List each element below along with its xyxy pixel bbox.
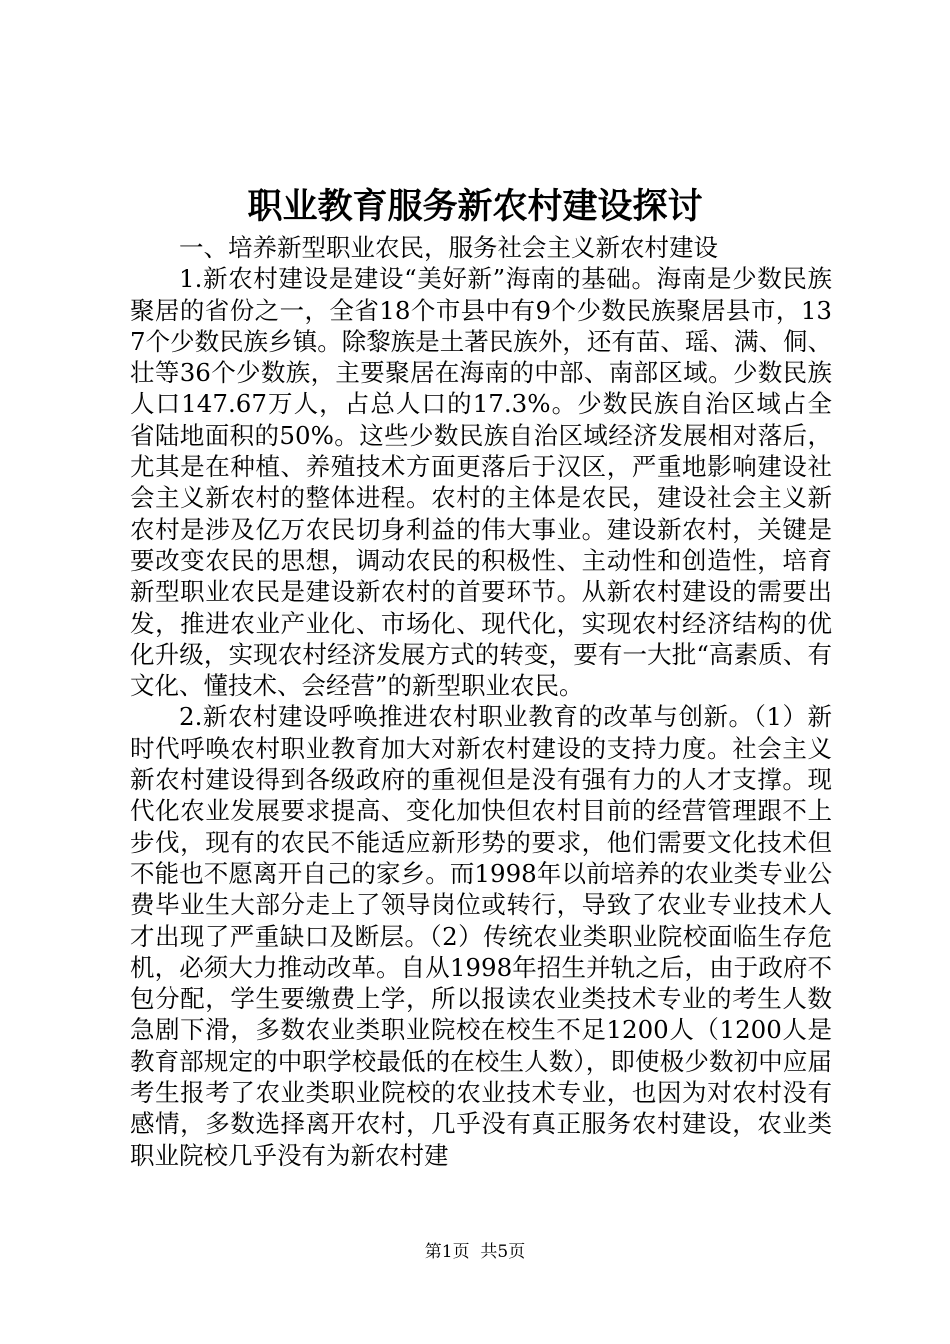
page-footer <box>0 1241 950 1263</box>
paragraph-1: 1.新农村建设是建设“美好新”海南的基础。海南是少数民族聚居的省份之一，全省18个市县中有9个少数民族聚居县市，137个少数民族乡镇。除黎族是土著民族外，还有苗、瑶、满、侗、壮等36个少数族，主要聚居在海南的中部、南部区域。少数民族人口147.67万人，占总人口的17.3%。少数民族自治区域占全省陆地面积的50%。这些少数民族自治区域经济发展相对落后，尤其是在种植、养殖技术方面更落后于汉区，严重地影响建设社会主义新农村的整体进程。农村的主体是农民，建设社会主义新农村是涉及亿万农民切身利益的伟大事业。建设新农村，关键是要改变农民的思想，调动农民的积极性、主动性和创造性，培育新型职业农民是建设新农村的首要环节。从新农村建设的需要出发，推进农业产业化、市场化、现代化，实现农村经济结构的优化升级，实现农村经济发展方式的转变，要有一大批“高素质、有文化、懂技术、会经营”的新型职业农民。 <box>130 264 832 701</box>
page-total: 共5页 <box>480 1242 526 1262</box>
page-number: 第1页 <box>424 1242 470 1262</box>
document-title: 职业教育服务新农村建设探讨 <box>247 186 703 227</box>
paragraph-2: 2.新农村建设呼唤推进农村职业教育的改革与创新。（1）新时代呼唤农村职业教育加大对新农村建设的支持力度。社会主义新农村建设得到各级政府的重视但是没有强有力的人才支撑。现代化农业发展要求提高、变化加快但农村目前的经营管理跟不上步伐，现有的农民不能适应新形势的要求，他们需要文化技术但不能也不愿离开自己的家乡。而1998年以前培养的农业类专业公费毕业生大部分走上了领导岗位或转行，导致了农业专业技术人才出现了严重缺口及断层。（2）传统农业类职业院校面临生存危机，必须大力推动改革。自从1998年招生并轨之后，由于政府不包分配，学生要缴费上学，所以报读农业类技术专业的考生人数急剧下滑，多数农业类职业院校在校生不足1200人（1200人是教育部规定的中职学校最低的在校生人数），即使极少数初中应届考生报考了农业类职业院校的农业技术专业，也因为对农村没有感情，多数选择离开农村，几乎没有真正服务农村建设，农业类职业院校几乎没有为新农村建 <box>130 702 832 1170</box>
document-body <box>130 232 832 1171</box>
section-heading: 一、培养新型职业农民，服务社会主义新农村建设 <box>179 233 718 262</box>
